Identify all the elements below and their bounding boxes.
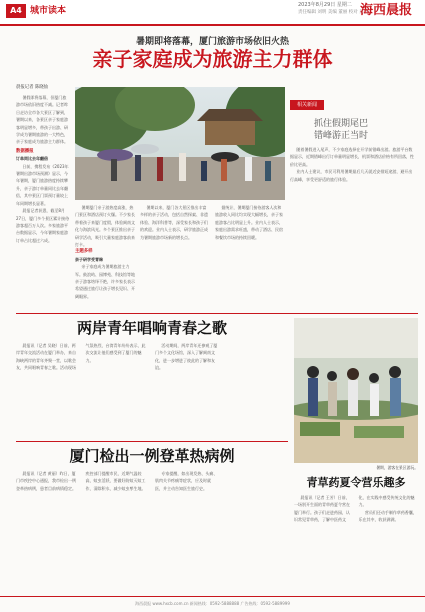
section-head-themes: 主题多样 [75, 249, 93, 255]
divider [16, 313, 418, 314]
lead-subtitle: 暑期即将落幕，厦门旅游市场依旧火热 [135, 37, 289, 47]
lead-paragraph: 亲子家庭成为暑期旅游主力军。鼓浪屿、园博苑、科技馆等地亲子游客络绎不绝，许多家长表示希望通过旅行让孩子增长见识、开阔眼界。 [75, 264, 135, 299]
newspaper-logo: 海西晨报 [360, 3, 413, 18]
lead-paragraph: 暑假即将落幕，但厦门旅游市场依旧热度不减。记者昨日走访全市各大景区了解到，暑期以来，各景区亲子家庭游客明显增多，带孩子出游、研学成为暑期旅游的一大特色，亲子家庭成为旅游主力群体。 [16, 95, 68, 145]
editor-credits: 责任编辑 刘明 美编 董丽 校对 吴非 [298, 10, 369, 15]
section-name: 城市读本 [30, 6, 67, 16]
camp-body [294, 494, 418, 588]
youth-headline: 两岸青年唱响青春之歌 [76, 319, 227, 337]
related-news-tag: 相关新闻 [290, 100, 324, 110]
lead-headline: 亲子家庭成为旅游主力群体 [92, 47, 333, 71]
lead-byline: 晨报记者 陈晓仙 [16, 85, 49, 90]
youth-body [16, 342, 288, 438]
camp-photo [294, 318, 418, 463]
divider [16, 441, 288, 442]
dengue-paragraph: 晨报讯（记者 黄丽）昨日，厦门市疾控中心通报，我市检出一例登革热病例，患者目前病情稳定。疾控部门提醒市民，近期气温较高，蚊虫活跃，要做好防蚊灭蚊工作，清除积水，减少蚊虫孳生地。 [16, 471, 146, 491]
camp-paragraph: 营员们还动手制作草药香囊，乐在其中，收获满满。 [358, 509, 417, 523]
lead-column-4 [215, 204, 285, 308]
camp-paragraph: 晨报讯（记者 王芳）日前，一场别开生面的青草药夏令营在厦门举行。孩子们走进药园，认识常见青草药，了解中医药文化，在实践中感受传统文化的魅力。 [294, 495, 415, 523]
lead-paragraph: 日前，携程发布《2023年暑期出游市场预测》显示，今年暑期，厦门旅游热度持续攀升，亲子游订单量同比去年翻倍，其中景区门票预订量较上年同期增长显著。 [16, 163, 69, 206]
section-head-data: 数据播报 [16, 148, 34, 154]
issue-date: 2023年8月29日 星期二 [298, 2, 352, 8]
lead-paragraph: 暑期以来，厦门各大景区推出丰富多样的亲子活动，包括自然探索、非遗体验、海洋科普等，深受家长和孩子们的欢迎。业内人士表示，研学旅游正成为暑期旅游市场新的增长点。 [140, 205, 208, 240]
section-subhead-study-tours: 亲子研学受青睐 [75, 256, 103, 262]
dengue-headline: 厦门检出一例登革热病例 [69, 447, 235, 465]
lead-paragraph: 晨报记者获悉，截至8月27日，厦门多个景区累计接待游客超百万人次。多家旅游平台数据显示，今年暑期家庭游订单占比超过六成。 [16, 208, 70, 243]
page-header [0, 0, 425, 26]
related-paragraph: 随着暑假进入尾声，不少家庭选择在开学前错峰出游。旅游平台数据显示，近期错峰出行订单量明显增长，机票和酒店价格有所回落，性价比更高。 [290, 147, 414, 167]
related-paragraph: 业内人士建议，市民可利用暑期最后几天就近安排短途游，避开出行高峰，享受更舒适的旅行体验。 [290, 169, 413, 182]
page-footer [0, 596, 425, 612]
related-news-box [290, 100, 418, 308]
related-news-body [290, 146, 416, 306]
page-code: A4 [6, 4, 26, 18]
lead-paragraph: 据统计，暑期厦门接待游客人次和旅游收入同比均实现大幅增长，亲子家庭游客占比明显上升。业内人士表示，家庭出游需求旺盛，带动了酒店、民宿和餐饮市场的持续回暖。 [215, 205, 283, 240]
lead-column-1 [16, 94, 70, 308]
lead-paragraph: 暑期厦门亲子游热度高涨，热门景区和酒店预订火爆。不少家长带着孩子来厦门度假，体验闽南文化与海滨风光。多个景区推出亲子研学活动，吸引大量家庭游客前来打卡。 [75, 205, 135, 248]
lead-photo [75, 87, 285, 200]
dengue-paragraph: 专家提醒，如出现发热、头痛、肌肉关节疼痛等症状，应及时就医，并主动告知医生旅行史。 [155, 471, 218, 491]
youth-paragraph: 晨报讯（记者 吴晓）日前，两岸青年交流活动在厦门举办，来自海峡两岸的青年齐聚一堂，以歌会友，共同唱响青春之歌。活动现场气氛热烈，台湾青年纷纷表示，此次交流让他们感受到了厦门的魅力。 [16, 343, 146, 371]
related-news-title: 抓住假期尾巴 错峰游正当时 [314, 119, 369, 141]
dengue-body [16, 470, 288, 588]
lead-column-3 [140, 204, 210, 308]
camp-headline: 青草药夏令营乐趣多 [306, 476, 406, 489]
youth-paragraph: 活动期间，两岸青年还参观了厦门多个文化场馆，深入了解闽南文化，进一步增进了彼此的了解和友谊。 [155, 343, 218, 371]
photo-caption: 暑期，游客在景区游玩。 [376, 465, 418, 470]
footer-text: 海西晨报 www.hxcb.com.cn 新闻热线：0592-5888888 广告热线：0592-5889999 [135, 601, 290, 606]
section-subhead-orders: 订单同比去年翻倍 [16, 156, 48, 162]
lead-column-2 [75, 204, 135, 308]
